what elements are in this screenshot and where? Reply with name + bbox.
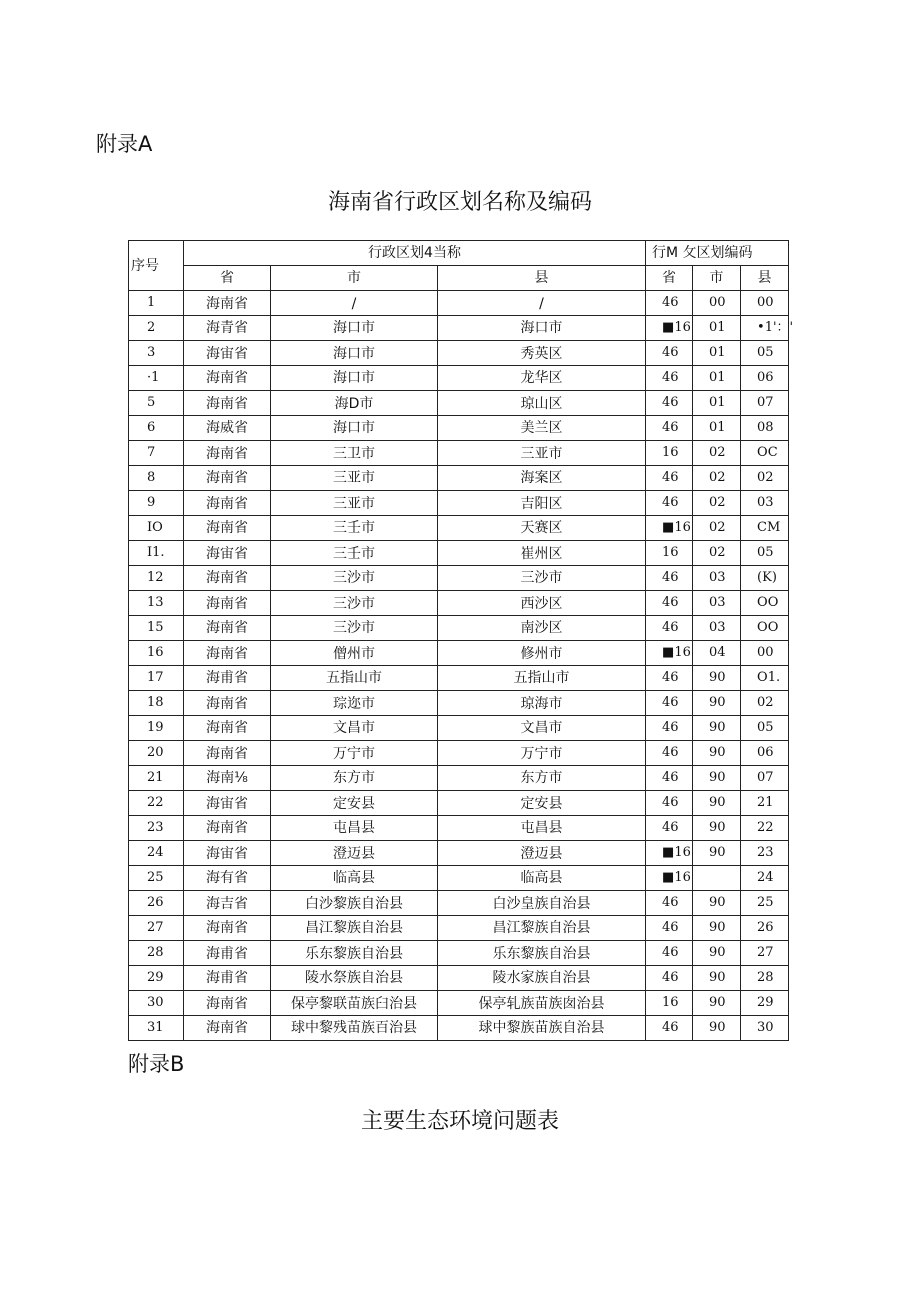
- code-county: 06: [741, 741, 789, 766]
- code-county: 05: [741, 341, 789, 366]
- code-province: 16: [646, 441, 693, 466]
- table-row: [129, 866, 789, 891]
- province-name: 海南省: [184, 916, 271, 941]
- county-name: 乐东黎族自治县: [438, 941, 646, 966]
- county-name: 崔州区: [438, 541, 646, 566]
- county-name: 昌江黎族自治县: [438, 916, 646, 941]
- code-county: 06: [741, 366, 789, 391]
- table-header-row-1: [129, 241, 789, 266]
- header-county: 县: [438, 266, 646, 291]
- city-name: 五指山市: [271, 666, 438, 691]
- code-county: •1'：': [741, 316, 789, 341]
- table-row: [129, 441, 789, 466]
- code-province: 46: [646, 891, 693, 916]
- province-name: 海南⅛: [184, 766, 271, 791]
- row-index: I1.: [129, 541, 184, 566]
- appendix-a-heading: 附录A: [96, 132, 153, 156]
- table-row: [129, 416, 789, 441]
- city-name: 三亚市: [271, 491, 438, 516]
- code-province: 46: [646, 491, 693, 516]
- county-name: 五指山市: [438, 666, 646, 691]
- code-province: 46: [646, 416, 693, 441]
- header-province: 省: [184, 266, 271, 291]
- code-county: O1.: [741, 666, 789, 691]
- code-city: 02: [693, 441, 741, 466]
- county-name: 澄迈县: [438, 841, 646, 866]
- code-province: 46: [646, 466, 693, 491]
- code-city: 01: [693, 341, 741, 366]
- row-index: 9: [129, 491, 184, 516]
- code-city: [693, 866, 741, 891]
- city-name: 文昌市: [271, 716, 438, 741]
- city-name: 保亭黎联苗族臼治县: [271, 991, 438, 1016]
- city-name: 澄迈县: [271, 841, 438, 866]
- table-row: [129, 891, 789, 916]
- county-name: 西沙区: [438, 591, 646, 616]
- county-name: 吉阳区: [438, 491, 646, 516]
- county-name: 定安县: [438, 791, 646, 816]
- county-name: 球中黎族苗族自治县: [438, 1016, 646, 1041]
- code-city: 02: [693, 516, 741, 541]
- row-index: 6: [129, 416, 184, 441]
- code-county: 02: [741, 691, 789, 716]
- province-name: 海南省: [184, 816, 271, 841]
- code-city: 02: [693, 491, 741, 516]
- code-county: 03: [741, 491, 789, 516]
- city-name: 海口市: [271, 316, 438, 341]
- row-index: 2: [129, 316, 184, 341]
- province-name: 海南省: [184, 616, 271, 641]
- code-province: ■16: [646, 316, 693, 341]
- table-row: [129, 691, 789, 716]
- county-name: 三沙市: [438, 566, 646, 591]
- table-row: [129, 566, 789, 591]
- province-name: 海吉省: [184, 891, 271, 916]
- province-name: 海甫省: [184, 941, 271, 966]
- row-index: 19: [129, 716, 184, 741]
- code-county: CM: [741, 516, 789, 541]
- code-city: 90: [693, 841, 741, 866]
- row-index: 22: [129, 791, 184, 816]
- row-index: 8: [129, 466, 184, 491]
- code-city: 03: [693, 616, 741, 641]
- header-names-group: 行政区划4当称: [184, 241, 646, 266]
- code-province: 46: [646, 666, 693, 691]
- county-name: 临高县: [438, 866, 646, 891]
- table-row: [129, 841, 789, 866]
- code-city: 90: [693, 691, 741, 716]
- table-row: [129, 916, 789, 941]
- province-name: 海南省: [184, 566, 271, 591]
- code-province: 46: [646, 391, 693, 416]
- code-city: 90: [693, 666, 741, 691]
- code-province: ■16: [646, 516, 693, 541]
- table-row: [129, 391, 789, 416]
- code-city: 90: [693, 741, 741, 766]
- row-index: 29: [129, 966, 184, 991]
- city-name: 三沙市: [271, 591, 438, 616]
- code-county: 28: [741, 966, 789, 991]
- city-name: 三沙市: [271, 616, 438, 641]
- row-index: 31: [129, 1016, 184, 1041]
- code-province: 46: [646, 566, 693, 591]
- code-city: 01: [693, 366, 741, 391]
- code-province: 46: [646, 691, 693, 716]
- code-county: OC: [741, 441, 789, 466]
- code-province: 46: [646, 766, 693, 791]
- header-code-county: 县: [741, 266, 789, 291]
- header-codes-group: 行M 攵区划编码: [646, 241, 789, 266]
- province-name: 海南省: [184, 1016, 271, 1041]
- code-city: 90: [693, 966, 741, 991]
- code-city: 01: [693, 416, 741, 441]
- table-row: [129, 616, 789, 641]
- city-name: 白沙黎族自治县: [271, 891, 438, 916]
- province-name: 海甫省: [184, 966, 271, 991]
- row-index: 15: [129, 616, 184, 641]
- row-index: 7: [129, 441, 184, 466]
- county-name: 陵水家族自治县: [438, 966, 646, 991]
- code-county: 30: [741, 1016, 789, 1041]
- city-name: 海口市: [271, 416, 438, 441]
- city-name: 三壬市: [271, 516, 438, 541]
- table-row: [129, 816, 789, 841]
- province-name: 海宙省: [184, 341, 271, 366]
- table-row: [129, 716, 789, 741]
- code-province: 46: [646, 341, 693, 366]
- code-province: 46: [646, 716, 693, 741]
- row-index: 17: [129, 666, 184, 691]
- province-name: 海南省: [184, 391, 271, 416]
- code-city: 90: [693, 916, 741, 941]
- row-index: 27: [129, 916, 184, 941]
- county-name: 屯昌县: [438, 816, 646, 841]
- row-index: 26: [129, 891, 184, 916]
- city-name: 屯昌县: [271, 816, 438, 841]
- code-city: 90: [693, 991, 741, 1016]
- row-index: 28: [129, 941, 184, 966]
- code-province: 46: [646, 816, 693, 841]
- table-row: [129, 541, 789, 566]
- city-name: 定安县: [271, 791, 438, 816]
- code-province: 46: [646, 741, 693, 766]
- province-name: 海南省: [184, 691, 271, 716]
- code-city: 03: [693, 591, 741, 616]
- county-name: 文昌市: [438, 716, 646, 741]
- code-province: 46: [646, 966, 693, 991]
- code-city: 02: [693, 466, 741, 491]
- table-row: [129, 291, 789, 316]
- county-name: 琼山区: [438, 391, 646, 416]
- province-name: 海南省: [184, 641, 271, 666]
- code-city: 01: [693, 391, 741, 416]
- county-name: 东方市: [438, 766, 646, 791]
- row-index: IO: [129, 516, 184, 541]
- division-code-table: [128, 240, 794, 1041]
- row-index: 5: [129, 391, 184, 416]
- code-county: 22: [741, 816, 789, 841]
- county-name: 保亭轧族苗族囱治县: [438, 991, 646, 1016]
- province-name: 海南省: [184, 516, 271, 541]
- city-name: 乐东黎族自治县: [271, 941, 438, 966]
- province-name: 海南省: [184, 491, 271, 516]
- code-city: 90: [693, 791, 741, 816]
- table-row: [129, 991, 789, 1016]
- city-name: 球中黎残苗族百治县: [271, 1016, 438, 1041]
- code-city: 90: [693, 1016, 741, 1041]
- city-name: 三壬市: [271, 541, 438, 566]
- province-name: 海青省: [184, 316, 271, 341]
- city-name: 万宁市: [271, 741, 438, 766]
- province-name: 海宙省: [184, 841, 271, 866]
- code-city: 90: [693, 941, 741, 966]
- code-county: 08: [741, 416, 789, 441]
- province-name: 海南省: [184, 366, 271, 391]
- table-row: [129, 516, 789, 541]
- table-row: [129, 491, 789, 516]
- table-header-row-2: [129, 266, 789, 291]
- city-name: 海口市: [271, 341, 438, 366]
- code-county: 27: [741, 941, 789, 966]
- row-index: 18: [129, 691, 184, 716]
- appendix-b-heading: 附录B: [128, 1052, 185, 1076]
- table-row: [129, 666, 789, 691]
- code-county: OO: [741, 591, 789, 616]
- header-code-province: 省: [646, 266, 693, 291]
- county-name: 龙华区: [438, 366, 646, 391]
- code-province: 46: [646, 916, 693, 941]
- table-row: [129, 741, 789, 766]
- row-index: 20: [129, 741, 184, 766]
- city-name: 昌江黎族自治县: [271, 916, 438, 941]
- row-index: 25: [129, 866, 184, 891]
- province-name: 海有省: [184, 866, 271, 891]
- code-county: 25: [741, 891, 789, 916]
- code-province: 16: [646, 541, 693, 566]
- code-county: 00: [741, 291, 789, 316]
- city-name: 三亚市: [271, 466, 438, 491]
- code-province: 46: [646, 366, 693, 391]
- code-city: 90: [693, 766, 741, 791]
- table-row: [129, 316, 789, 341]
- code-province: 46: [646, 791, 693, 816]
- city-name: 琮迩市: [271, 691, 438, 716]
- city-name: 三卫市: [271, 441, 438, 466]
- table-row: [129, 466, 789, 491]
- row-index: 16: [129, 641, 184, 666]
- province-name: 海南省: [184, 441, 271, 466]
- header-code-city: 市: [693, 266, 741, 291]
- row-index: 3: [129, 341, 184, 366]
- code-county: 02: [741, 466, 789, 491]
- province-name: 海南省: [184, 991, 271, 1016]
- code-county: 07: [741, 391, 789, 416]
- province-name: 海宙省: [184, 541, 271, 566]
- table-row: [129, 766, 789, 791]
- province-name: 海南省: [184, 291, 271, 316]
- province-name: 海南省: [184, 591, 271, 616]
- table-row: [129, 941, 789, 966]
- county-name: 秀英区: [438, 341, 646, 366]
- code-county: 23: [741, 841, 789, 866]
- code-province: 46: [646, 291, 693, 316]
- code-city: 90: [693, 716, 741, 741]
- code-county: (K): [741, 566, 789, 591]
- county-name: 琼海市: [438, 691, 646, 716]
- header-index: 序号: [129, 241, 184, 291]
- county-name: 南沙区: [438, 616, 646, 641]
- code-city: 04: [693, 641, 741, 666]
- county-name: 海口市: [438, 316, 646, 341]
- code-province: 46: [646, 591, 693, 616]
- code-city: 90: [693, 816, 741, 841]
- row-index: 30: [129, 991, 184, 1016]
- code-province: ■16: [646, 841, 693, 866]
- code-county: 05: [741, 716, 789, 741]
- code-province: 16: [646, 991, 693, 1016]
- county-name: /: [438, 291, 646, 316]
- city-name: 僧州市: [271, 641, 438, 666]
- row-index: 24: [129, 841, 184, 866]
- code-city: 03: [693, 566, 741, 591]
- code-county: 26: [741, 916, 789, 941]
- row-index: 13: [129, 591, 184, 616]
- code-county: 21: [741, 791, 789, 816]
- province-name: 海甫省: [184, 666, 271, 691]
- row-index: 21: [129, 766, 184, 791]
- county-name: 天赛区: [438, 516, 646, 541]
- table-row: [129, 791, 789, 816]
- code-county: 24: [741, 866, 789, 891]
- city-name: 海D市: [271, 391, 438, 416]
- city-name: 临高县: [271, 866, 438, 891]
- code-province: 46: [646, 1016, 693, 1041]
- county-name: 三亚市: [438, 441, 646, 466]
- row-index: ·1: [129, 366, 184, 391]
- province-name: 海威省: [184, 416, 271, 441]
- code-province: ■16: [646, 641, 693, 666]
- table-row: [129, 341, 789, 366]
- code-city: 01: [693, 316, 741, 341]
- code-city: 02: [693, 541, 741, 566]
- table-row: [129, 966, 789, 991]
- table-row: [129, 641, 789, 666]
- city-name: 陵水祭族自治县: [271, 966, 438, 991]
- city-name: 三沙市: [271, 566, 438, 591]
- table-row: [129, 366, 789, 391]
- county-name: 白沙皇族自治县: [438, 891, 646, 916]
- code-county: OO: [741, 616, 789, 641]
- appendix-a-title: 海南省行政区划名称及编码: [327, 190, 592, 215]
- county-name: 美兰区: [438, 416, 646, 441]
- code-county: 29: [741, 991, 789, 1016]
- county-name: 修州市: [438, 641, 646, 666]
- county-name: 万宁市: [438, 741, 646, 766]
- code-city: 00: [693, 291, 741, 316]
- code-county: 07: [741, 766, 789, 791]
- city-name: 东方市: [271, 766, 438, 791]
- city-name: /: [271, 291, 438, 316]
- province-name: 海宙省: [184, 791, 271, 816]
- province-name: 海南省: [184, 466, 271, 491]
- city-name: 海口市: [271, 366, 438, 391]
- row-index: 1: [129, 291, 184, 316]
- code-county: 00: [741, 641, 789, 666]
- table-row: [129, 1016, 789, 1041]
- row-index: 23: [129, 816, 184, 841]
- code-province: ■16: [646, 866, 693, 891]
- code-county: 05: [741, 541, 789, 566]
- province-name: 海南省: [184, 716, 271, 741]
- code-province: 46: [646, 616, 693, 641]
- header-city: 市: [271, 266, 438, 291]
- table-row: [129, 591, 789, 616]
- code-city: 90: [693, 891, 741, 916]
- county-name: 海案区: [438, 466, 646, 491]
- province-name: 海南省: [184, 741, 271, 766]
- appendix-b-title: 主要生态环境问题表: [360, 1109, 559, 1134]
- row-index: 12: [129, 566, 184, 591]
- code-province: 46: [646, 941, 693, 966]
